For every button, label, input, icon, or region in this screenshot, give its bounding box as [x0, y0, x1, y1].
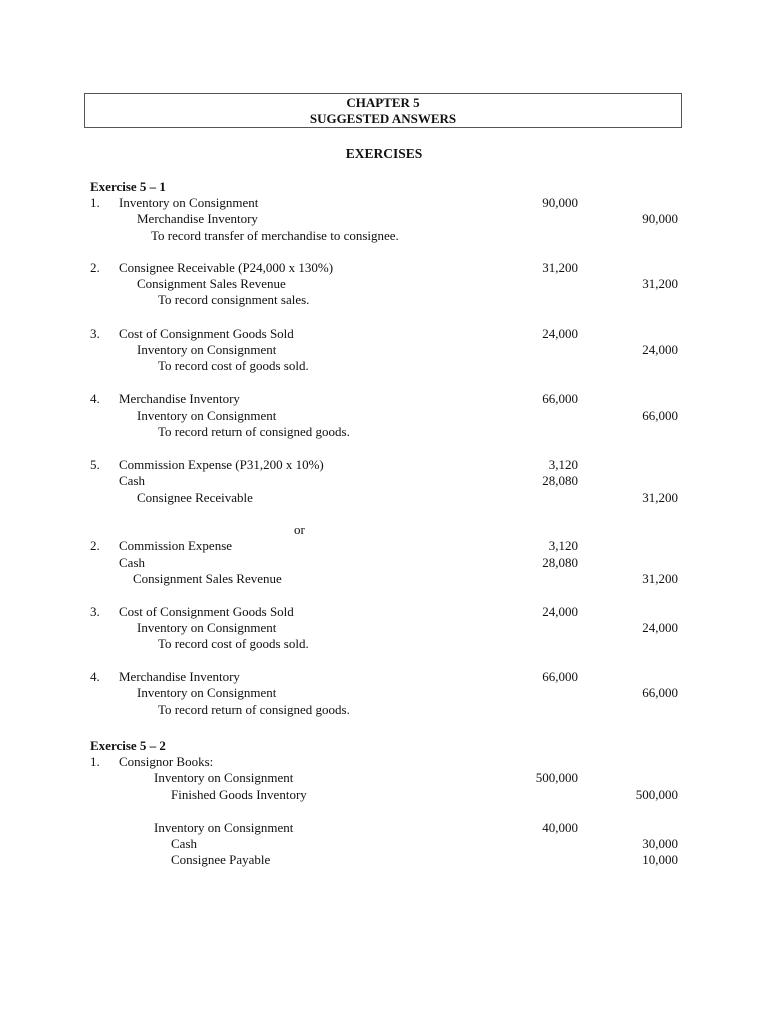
- journal-line: [0, 211, 768, 227]
- section-heading: EXERCISES: [345, 146, 423, 161]
- debit-amount: 90,000: [542, 195, 578, 210]
- debit-amount: 3,120: [548, 538, 578, 553]
- entry-number: 4.: [90, 669, 100, 684]
- account-credit: Inventory on Consignment: [137, 685, 277, 700]
- credit-amount: 24,000: [642, 620, 678, 635]
- account-credit: Inventory on Consignment: [137, 408, 277, 423]
- journal-line: [0, 358, 768, 374]
- account-debit: Inventory on Consignment: [154, 770, 294, 785]
- entry-number: 3.: [90, 326, 100, 341]
- journal-line: [0, 754, 768, 770]
- entry-number: 2.: [90, 260, 100, 275]
- journal-line: [0, 326, 768, 342]
- account-debit: Commission Expense: [119, 538, 233, 553]
- credit-amount: 66,000: [642, 408, 678, 423]
- chapter-subtitle: SUGGESTED ANSWERS: [309, 111, 457, 126]
- account-credit: Consignee Receivable: [137, 490, 253, 505]
- account-debit: Cost of Consignment Goods Sold: [119, 326, 294, 341]
- journal-line: [0, 538, 768, 554]
- journal-line: [0, 770, 768, 786]
- entry-number: 2.: [90, 538, 100, 553]
- exercise-title: Exercise 5 – 2: [90, 738, 166, 753]
- entry-number: 1.: [90, 195, 100, 210]
- entry-explanation: To record consignment sales.: [158, 292, 310, 307]
- entry-number: 4.: [90, 391, 100, 406]
- account-credit: Consignee Payable: [171, 852, 271, 867]
- journal-line: [0, 408, 768, 424]
- journal-line: [0, 604, 768, 620]
- account-debit: Merchandise Inventory: [119, 391, 240, 406]
- account-credit: Finished Goods Inventory: [171, 787, 307, 802]
- debit-amount: 500,000: [535, 770, 578, 785]
- credit-amount: 66,000: [642, 685, 678, 700]
- account-credit: Cash: [171, 836, 197, 851]
- journal-line: [0, 702, 768, 718]
- debit-amount: 24,000: [542, 326, 578, 341]
- credit-amount: 31,200: [642, 571, 678, 586]
- journal-line: [0, 522, 768, 538]
- journal-line: [0, 636, 768, 652]
- credit-amount: 31,200: [642, 276, 678, 291]
- entry-number: 3.: [90, 604, 100, 619]
- journal-line: [0, 820, 768, 836]
- account-debit: Commission Expense (P31,200 x 10%): [119, 457, 324, 472]
- account-debit: Merchandise Inventory: [119, 669, 240, 684]
- credit-amount: 31,200: [642, 490, 678, 505]
- credit-amount: 500,000: [635, 787, 678, 802]
- credit-amount: 24,000: [642, 342, 678, 357]
- journal-line: [0, 292, 768, 308]
- journal-line: [0, 852, 768, 868]
- entry-number: 5.: [90, 457, 100, 472]
- journal-line: [0, 685, 768, 701]
- entry-explanation: To record return of consigned goods.: [158, 702, 350, 717]
- entry-explanation: To record transfer of merchandise to consignee.: [151, 228, 399, 243]
- journal-line: [0, 669, 768, 685]
- entry-number: 1.: [90, 754, 100, 769]
- journal-line: [0, 473, 768, 489]
- debit-amount: 40,000: [542, 820, 578, 835]
- journal-line: [0, 787, 768, 803]
- account-debit: Consignee Receivable (P24,000 x 130%): [119, 260, 334, 275]
- chapter-title-box: [84, 93, 682, 128]
- account-credit: Consignment Sales Revenue: [133, 571, 282, 586]
- account-credit: Consignment Sales Revenue: [137, 276, 286, 291]
- credit-amount: 90,000: [642, 211, 678, 226]
- credit-amount: 30,000: [642, 836, 678, 851]
- account-credit: Merchandise Inventory: [137, 211, 258, 226]
- debit-amount: 66,000: [542, 669, 578, 684]
- account-credit: Inventory on Consignment: [137, 342, 277, 357]
- journal-line: [0, 620, 768, 636]
- debit-amount: 28,080: [542, 555, 578, 570]
- debit-amount: 31,200: [542, 260, 578, 275]
- account-debit: Cost of Consignment Goods Sold: [119, 604, 294, 619]
- books-label: Consignor Books:: [119, 754, 214, 769]
- entry-explanation: To record cost of goods sold.: [158, 636, 309, 651]
- exercise-title: Exercise 5 – 1: [90, 179, 166, 194]
- journal-line: [0, 490, 768, 506]
- chapter-title: CHAPTER 5: [346, 95, 420, 110]
- journal-line: [0, 424, 768, 440]
- journal-line: [0, 391, 768, 407]
- journal-line: [0, 260, 768, 276]
- debit-amount: 66,000: [542, 391, 578, 406]
- journal-line: [0, 457, 768, 473]
- account-debit: Inventory on Consignment: [154, 820, 294, 835]
- credit-amount: 10,000: [642, 852, 678, 867]
- journal-line: [0, 555, 768, 571]
- entry-explanation: To record cost of goods sold.: [158, 358, 309, 373]
- account-credit: Inventory on Consignment: [137, 620, 277, 635]
- journal-line: [0, 836, 768, 852]
- debit-amount: 28,080: [542, 473, 578, 488]
- or-separator: or: [294, 522, 305, 537]
- debit-amount: 3,120: [548, 457, 578, 472]
- journal-line: [0, 228, 768, 244]
- journal-line: [0, 342, 768, 358]
- journal-line: [0, 276, 768, 292]
- account-debit: Cash: [119, 555, 145, 570]
- debit-amount: 24,000: [542, 604, 578, 619]
- entry-explanation: To record return of consigned goods.: [158, 424, 350, 439]
- account-debit: Inventory on Consignment: [119, 195, 259, 210]
- journal-line: [0, 195, 768, 211]
- account-debit: Cash: [119, 473, 145, 488]
- journal-line: [0, 571, 768, 587]
